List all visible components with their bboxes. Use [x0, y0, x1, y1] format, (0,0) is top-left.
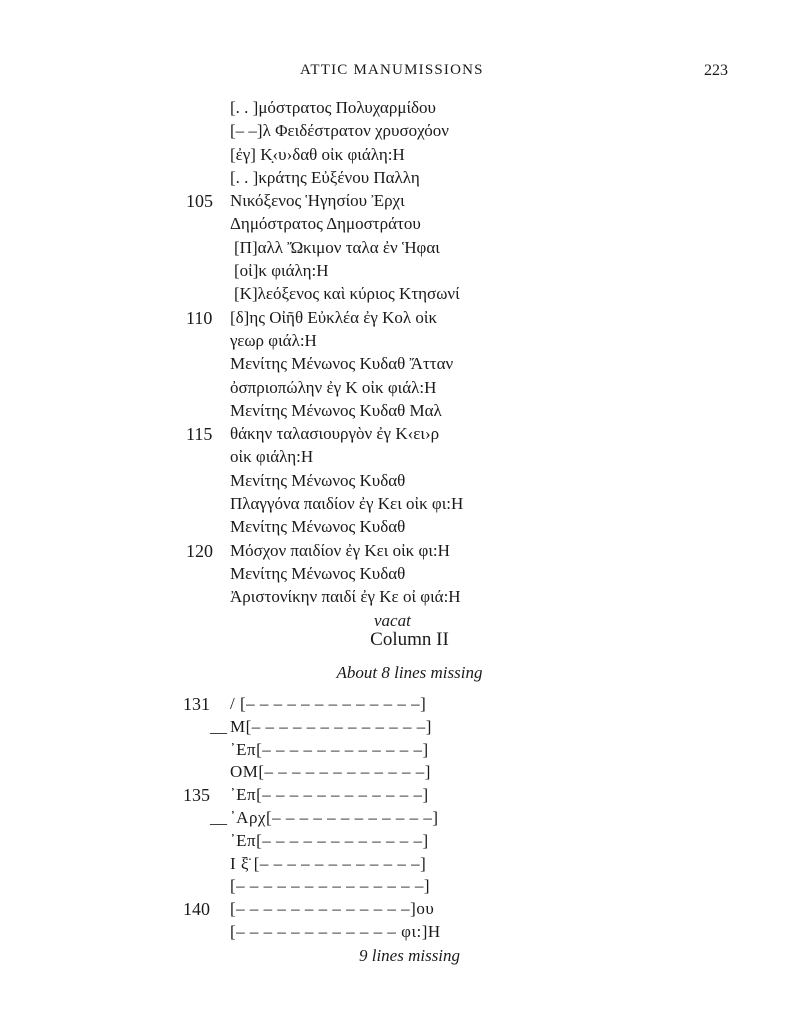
line-text: [. . ]μόστρατος Πολυχαρμίδου: [230, 98, 436, 117]
inscription-line: [0, 424, 805, 447]
line-text: [Π]αλλ Ὤκιμον ταλα ἐν Ἡφαι: [234, 237, 440, 257]
line-text: οἰκ φιάλη:Η: [230, 447, 314, 467]
line-text: Μ[– – – – – – – – – – – – –]: [230, 716, 432, 736]
inscription-line: [0, 121, 805, 144]
inscription-line: [0, 238, 805, 261]
inscription-line: [0, 284, 805, 307]
line-text: Ι ξ̈ [– – – – – – – – – – – –]: [230, 853, 427, 873]
inscription-line: [0, 191, 805, 214]
line-text: ᾿Επ[– – – – – – – – – – – –]: [230, 830, 429, 850]
inscription-line: [0, 740, 805, 763]
line-text: γεωρ φιάλ:Η: [230, 330, 317, 350]
header-title: ATTIC MANUMISSIONS: [300, 62, 484, 78]
inscription-line: [0, 471, 805, 494]
line-text: [ἐγ] Κ̣‹υ›δαθ οἰκ φιάλη:Η: [230, 144, 405, 164]
column-heading: Column II: [370, 629, 449, 650]
line-number: 115: [186, 424, 213, 445]
inscription-line: [0, 214, 805, 237]
inscription-line: [0, 854, 805, 877]
inscription-line: [0, 261, 805, 284]
missing-lines-note-bottom: 9 lines missing: [358, 946, 461, 965]
line-text: [δ]ης Οἰῆθ Εὐκλέα ἐγ Κολ οἰκ: [230, 307, 438, 327]
inscription-line: [0, 517, 805, 540]
line-number: 105: [186, 191, 213, 212]
line-number: 135: [183, 785, 210, 806]
inscription-line: [0, 354, 805, 377]
line-text: Ἀριστονίκην παιδί ἐγ Κε οἰ φιά:Η: [230, 587, 461, 607]
line-text: ὀσπριοπώλην ἐγ Κ οἰκ φιάλ:Η: [230, 377, 437, 397]
line-text: [– – – – – – – – – – – – –]ου: [230, 899, 435, 919]
inscription-line: [0, 331, 805, 354]
inscription-line: [0, 308, 805, 331]
inscription-line: [0, 694, 805, 717]
line-number: 110: [186, 307, 213, 328]
vacat-note: vacat: [374, 610, 411, 630]
line-text: ᾿Αρχ[– – – – – – – – – – – –]: [230, 807, 439, 827]
line-text: [– –]λ Φειδέστρατον χρυσοχόον: [230, 121, 449, 141]
line-text: [. . ]κράτης Εὐξένου Παλλη: [230, 167, 420, 187]
inscription-line: [0, 587, 805, 610]
inscription-line: [0, 717, 805, 740]
inscription-line: [0, 168, 805, 191]
inscription-line: [0, 762, 805, 785]
inscription-line: [0, 808, 805, 831]
inscription-line: [0, 564, 805, 587]
line-text: Μενίτης Μένωνος Κυδαθ Ἄτταν: [230, 354, 454, 374]
inscription-line: [0, 494, 805, 517]
inscription-line: [0, 447, 805, 470]
line-text: [– – – – – – – – – – – – – –]: [230, 876, 431, 896]
missing-lines-note-top: About 8 lines missing: [336, 663, 483, 682]
line-text: ΟΜ[– – – – – – – – – – – –]: [230, 762, 431, 782]
line-number: 120: [186, 540, 213, 561]
line-text: Μενίτης Μένωνος Κυδαθ: [230, 470, 406, 490]
margin-mark: __: [210, 716, 227, 736]
line-number: 140: [183, 899, 210, 920]
inscription-line: [0, 378, 805, 401]
line-text: [– – – – – – – – – – – – φι:]Η: [230, 921, 441, 941]
inscription-line: [0, 401, 805, 424]
line-text: ᾿Επ[– – – – – – – – – – – –]: [230, 739, 429, 759]
inscription-line: [0, 876, 805, 899]
line-text: Μενίτης Μένωνος Κυδαθ: [230, 563, 406, 583]
line-text: Μενίτης Μένωνος Κυδαθ Μαλ: [230, 400, 442, 420]
column-one: [0, 98, 805, 634]
line-text: ᾿Επ[– – – – – – – – – – – –]: [230, 785, 429, 805]
line-text: / [– – – – – – – – – – – – –]: [230, 694, 427, 713]
line-text: Μενίτης Μένωνος Κυδαθ: [230, 517, 406, 537]
line-text: [οἰ]κ φιάλη:Η: [234, 261, 329, 281]
inscription-line: [0, 922, 805, 945]
column-two: [0, 694, 805, 945]
page-number: 223: [704, 62, 728, 79]
line-text: Δημόστρατος Δημοστράτου: [230, 214, 421, 234]
inscription-line: [0, 831, 805, 854]
line-text: θάκην ταλασιουργὸν ἐγ Κ‹ει›ρ: [230, 424, 440, 444]
line-text: [Κ]λεόξενος καὶ κύριος Κτησωνί: [234, 284, 460, 304]
inscription-line: [0, 145, 805, 168]
line-text: Νικόξενος Ἡγησίου Ἐρχι: [230, 191, 405, 211]
inscription-line: [0, 899, 805, 922]
inscription-line: [0, 541, 805, 564]
inscription-line: [0, 98, 805, 121]
inscription-line: [0, 785, 805, 808]
margin-mark: __: [210, 807, 227, 827]
running-head: [0, 62, 805, 86]
line-number: 131: [183, 694, 210, 714]
line-text: Πλαγγόνα παιδίον ἐγ Κει οἰκ φι:Η: [230, 494, 464, 514]
line-text: Μόσχον παιδίον ἐγ Κει οἰκ φι:Η: [230, 540, 450, 560]
